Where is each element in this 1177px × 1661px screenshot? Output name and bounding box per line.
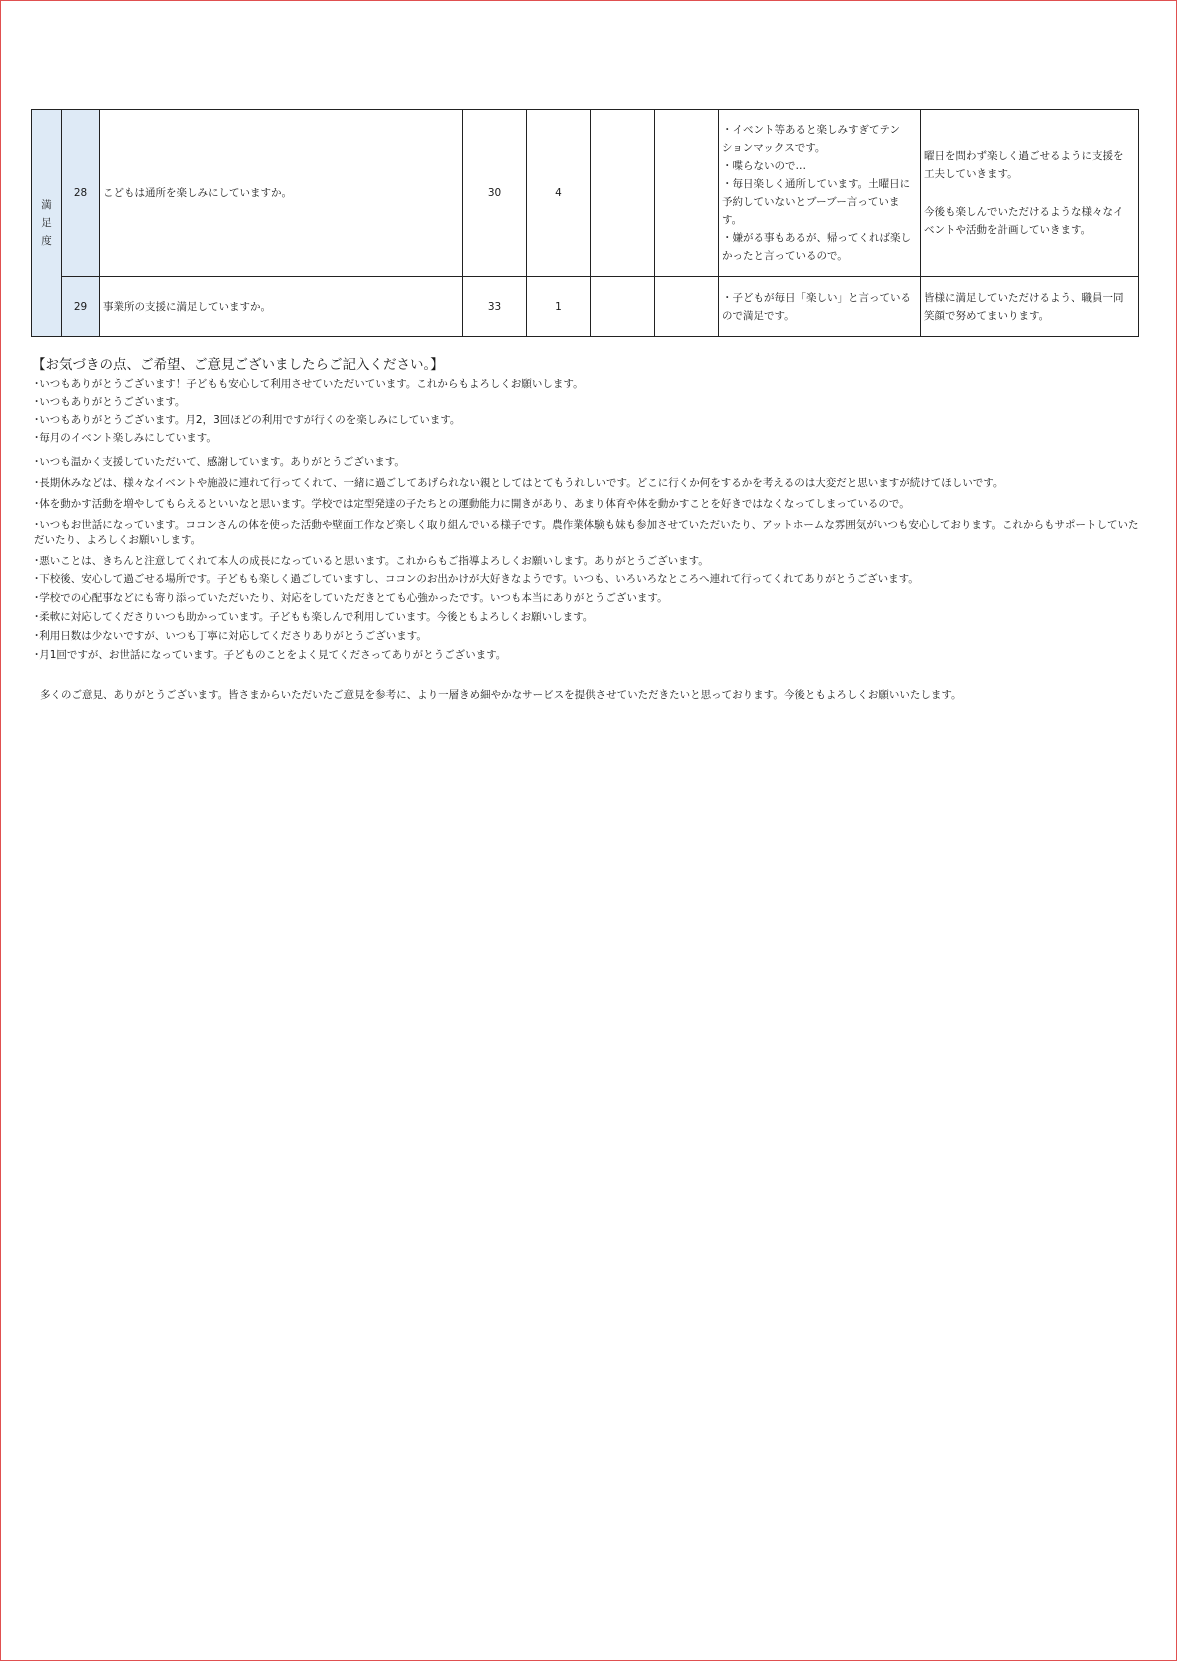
feedback-item: ･いつもありがとうございます。月2，3回ほどの利用ですが行くのを楽しみにしています。 bbox=[34, 414, 461, 426]
feedback-item: ･いつもありがとうございます。 bbox=[34, 396, 186, 408]
closing-note: 多くのご意見、ありがとうございます。皆さまからいただいたご意見を参考に、より一層きめ細やかなサービスを提供させていただきたいと思っております。今後ともよろしくお願いいたします。 bbox=[40, 689, 962, 701]
response-line: 笑顔で努めてまいります。 bbox=[924, 309, 1050, 322]
feedback-item: ･いつも温かく支援していただいて、感謝しています。ありがとうございます。 bbox=[34, 456, 405, 468]
answer-count-somewhat: 4 bbox=[527, 110, 591, 277]
response-line: 皆様に満足していただけるよう、職員一同 bbox=[924, 291, 1124, 304]
question-text: こどもは通所を楽しみにしていますか。 bbox=[100, 110, 463, 277]
comment-line: ・毎日楽しく通所しています。土曜日に bbox=[722, 178, 911, 190]
comment-line: 予約していないとブーブー言っていま bbox=[722, 196, 900, 208]
guardian-comment-cell bbox=[719, 110, 921, 277]
response-line: 今後も楽しんでいただけるような様々なイ bbox=[924, 206, 1124, 218]
response-spacer bbox=[924, 183, 1135, 203]
comment-line: ので満足です。 bbox=[722, 309, 795, 322]
category-char: 度 bbox=[41, 235, 52, 247]
comment-line: ションマックスです。 bbox=[722, 142, 826, 154]
question-text: 事業所の支援に満足していますか。 bbox=[100, 277, 463, 337]
feedback-item: ･利用日数は少ないですが、いつも丁寧に対応してくださりありがとうございます。 bbox=[34, 630, 427, 642]
feedback-item: ･柔軟に対応してくださりいつも助かっています。子どもも楽しんで利用しています。今後ともよろしくお願いします。 bbox=[34, 611, 594, 623]
response-line: 曜日を問わず楽しく過ごせるように支援を bbox=[924, 150, 1124, 162]
feedback-list bbox=[34, 377, 1144, 663]
table-row bbox=[32, 110, 1139, 277]
response-line: ベントや活動を計画していきます。 bbox=[924, 224, 1092, 236]
comment-line: かったと言っているので。 bbox=[722, 250, 848, 262]
answer-count-unknown bbox=[655, 277, 719, 337]
category-cell bbox=[32, 110, 62, 337]
response-line: 工夫していきます。 bbox=[924, 168, 1018, 180]
feedback-item: ･体を動かす活動を増やしてもらえるといいなと思います。学校では定型発達の子たちとの運動能力に開きがあり、あまり体育や体を動かすことを好きではなくなってしまっているので。 bbox=[34, 498, 910, 510]
feedback-item: ･月1回ですが、お世話になっています。子どものことをよく見てくださってありがとうございます。 bbox=[34, 649, 507, 661]
feedback-item: ･学校での心配事などにも寄り添っていただいたり、対応をしていただきとても心強かったです。いつも本当にありがとうございます。 bbox=[34, 592, 668, 604]
response-block bbox=[924, 203, 1135, 239]
comment-line: ・嫌がる事もあるが、帰ってくれば楽し bbox=[722, 232, 911, 244]
category-char: 満 bbox=[41, 199, 52, 211]
answer-count-no bbox=[591, 110, 655, 277]
answer-count-somewhat: 1 bbox=[527, 277, 591, 337]
comment-line: ・喋らないので… bbox=[722, 160, 806, 172]
feedback-item: ･長期休みなどは、様々なイベントや施設に連れて行ってくれて、一緒に過ごしてあげられない親としてはとてもうれしいです。どこに行くか何をするかを考えるのは大変だと思いますが続けてほしいです。 bbox=[34, 477, 1004, 489]
facility-response-cell bbox=[921, 277, 1139, 337]
comment-line: ・イベント等あると楽しみすぎてテン bbox=[722, 124, 900, 136]
feedback-item: ･いつもありがとうございます！子どもも安心して利用させていただいています。これからもよろしくお願いします。 bbox=[34, 378, 584, 390]
answer-count-unknown bbox=[655, 110, 719, 277]
feedback-heading: 【お気づきの点、ご希望、ご意見ございましたらご記入ください。】 bbox=[32, 357, 444, 373]
satisfaction-table bbox=[31, 109, 1139, 337]
category-char: 足 bbox=[41, 217, 52, 229]
guardian-comment-cell bbox=[719, 277, 921, 337]
answer-count-yes: 30 bbox=[463, 110, 527, 277]
answer-count-yes: 33 bbox=[463, 277, 527, 337]
feedback-item: ･下校後、安心して過ごせる場所です。子どもも楽しく過ごしていますし、ココンのお出かけが大好きなようです。いつも、いろいろなところへ連れて行ってくれてありがとうございます。 bbox=[34, 573, 919, 585]
comment-line: ・子どもが毎日「楽しい」と言っている bbox=[722, 291, 911, 304]
feedback-item: ･毎月のイベント楽しみにしています。 bbox=[34, 432, 217, 444]
question-number: 29 bbox=[62, 277, 100, 337]
comment-line: す。 bbox=[722, 214, 743, 226]
answer-count-no bbox=[591, 277, 655, 337]
feedback-item: ･悪いことは、きちんと注意してくれて本人の成長になっていると思います。これからもご指導よろしくお願いします。ありがとうございます。 bbox=[34, 555, 709, 567]
question-number: 28 bbox=[62, 110, 100, 277]
facility-response-cell bbox=[921, 110, 1139, 277]
response-block bbox=[924, 289, 1135, 325]
response-block bbox=[924, 147, 1135, 183]
feedback-item: ･いつもお世話になっています。ココンさんの体を使った活動や壁面工作など楽しく取り組んでいる様子です。農作業体験も妹も参加させていただいたり、アットホームな雰囲気がいつも安心しております。これからもサポートしていただいたり、よろしくお願いします。 bbox=[34, 519, 1139, 546]
table-row bbox=[32, 277, 1139, 337]
